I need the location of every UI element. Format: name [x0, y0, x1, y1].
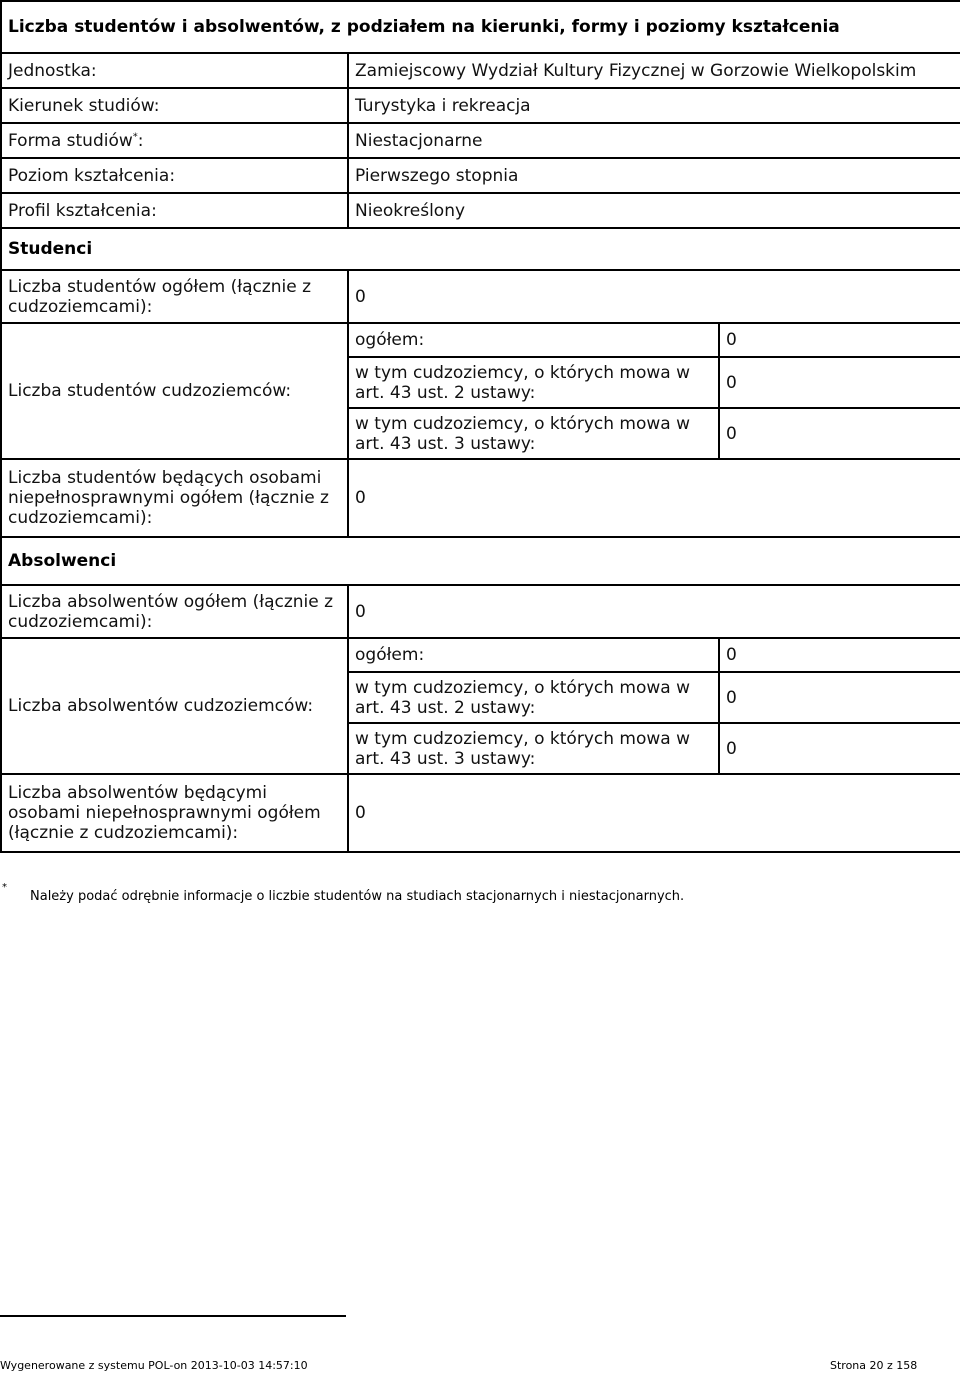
footer-generated: Wygenerowane z systemu POL-on 2013-10-03 14:57:10	[0, 1359, 308, 1372]
profil-value: Nieokreślony	[348, 193, 960, 228]
absolwenci-cudz-ust2-label: w tym cudzoziemcy, o których mowa w art. 43 ust. 2 ustawy:	[348, 672, 719, 723]
forma-value: Niestacjonarne	[348, 123, 960, 158]
studenci-niepeln-value: 0	[348, 459, 960, 537]
studenci-cudz-ogolem-value: 0	[719, 323, 960, 357]
kierunek-label: Kierunek studiów:	[1, 88, 348, 123]
footnote-asterisk: *	[2, 882, 7, 893]
absolwenci-niepeln-label: Liczba absolwentów będącymi osobami niepełnosprawnymi ogółem (łącznie z cudzoziemcami):	[1, 774, 348, 852]
studenci-ogolem-label: Liczba studentów ogółem (łącznie z cudzoziemcami):	[1, 270, 348, 323]
studenci-cudz-ust2-label: w tym cudzoziemcy, o których mowa w art. 43 ust. 2 ustawy:	[348, 357, 719, 408]
absolwenci-ogolem-label: Liczba absolwentów ogółem (łącznie z cudzoziemcami):	[1, 585, 348, 638]
absolwenci-cudz-ust3-value: 0	[719, 723, 960, 774]
absolwenci-ogolem-value: 0	[348, 585, 960, 638]
absolwenci-cudz-ust2-value: 0	[719, 672, 960, 723]
studenci-cudz-ogolem-label: ogółem:	[348, 323, 719, 357]
forma-label	[1, 123, 348, 158]
poziom-value: Pierwszego stopnia	[348, 158, 960, 193]
profil-label: Profil kształcenia:	[1, 193, 348, 228]
absolwenci-niepeln-value: 0	[348, 774, 960, 852]
studenci-niepeln-label: Liczba studentów będących osobami niepełnosprawnymi ogółem (łącznie z cudzoziemcami):	[1, 459, 348, 537]
footer-rule	[0, 1315, 346, 1317]
section-studenci: Studenci	[1, 228, 960, 270]
studenci-cudz-ust3-value: 0	[719, 408, 960, 459]
absolwenci-cudz-label: Liczba absolwentów cudzoziemców:	[1, 638, 348, 774]
absolwenci-cudz-ust3-label: w tym cudzoziemcy, o których mowa w art. 43 ust. 3 ustawy:	[348, 723, 719, 774]
footnote-mark: *	[132, 130, 138, 142]
report-title: Liczba studentów i absolwentów, z podziałem na kierunki, formy i poziomy kształcenia	[1, 1, 960, 53]
absolwenci-cudz-ogolem-value: 0	[719, 638, 960, 672]
section-absolwenci: Absolwenci	[1, 537, 960, 585]
footnote-text: Należy podać odrębnie informacje o liczbie studentów na studiach stacjonarnych i niestacjonarnych.	[30, 889, 685, 904]
footer-page-number: Strona 20 z 158	[830, 1359, 918, 1372]
jednostka-label: Jednostka:	[1, 53, 348, 88]
absolwenci-cudz-ogolem-label: ogółem:	[348, 638, 719, 672]
studenci-cudz-label: Liczba studentów cudzoziemców:	[1, 323, 348, 459]
studenci-cudz-ust2-value: 0	[719, 357, 960, 408]
studenci-ogolem-value: 0	[348, 270, 960, 323]
studenci-cudz-ust3-label: w tym cudzoziemcy, o których mowa w art. 43 ust. 3 ustawy:	[348, 408, 719, 459]
forma-label-colon: :	[137, 130, 144, 151]
kierunek-value: Turystyka i rekreacja	[348, 88, 960, 123]
forma-label-text: Forma studiów	[8, 130, 133, 151]
jednostka-value: Zamiejscowy Wydział Kultury Fizycznej w Gorzowie Wielkopolskim	[348, 53, 960, 88]
poziom-label: Poziom kształcenia:	[1, 158, 348, 193]
